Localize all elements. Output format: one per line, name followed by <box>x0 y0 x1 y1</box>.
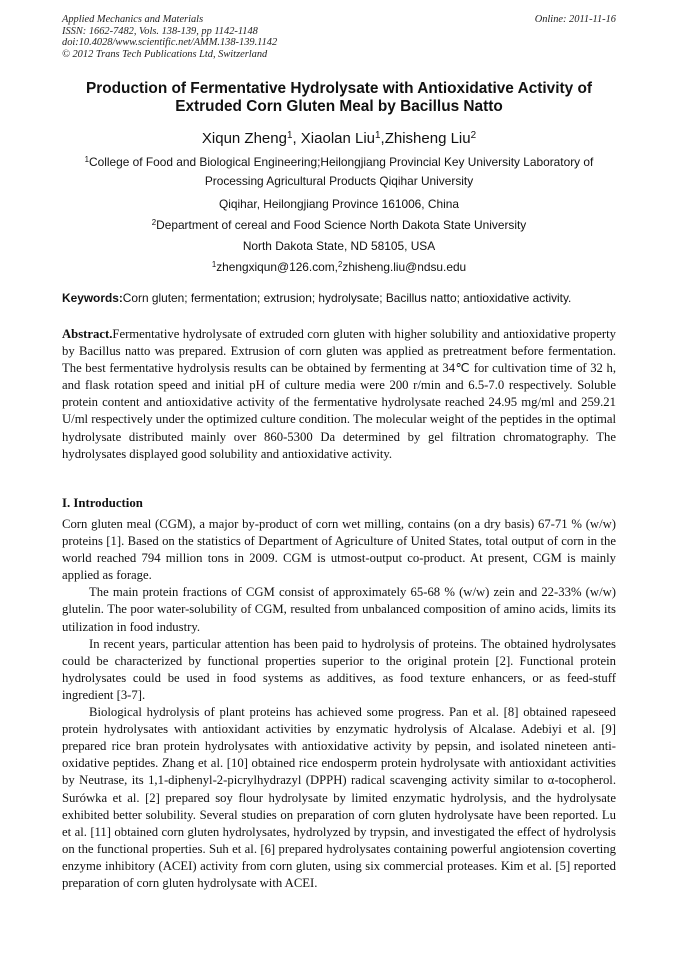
journal-header <box>62 14 616 60</box>
paper-title <box>62 80 616 116</box>
author-1-affil: 1 <box>286 130 293 142</box>
affiliation-2-location: North Dakota State, ND 58105, USA <box>242 239 436 253</box>
keywords-label: Keywords: <box>62 291 123 305</box>
affiliation-2-marker: 2 <box>151 218 157 228</box>
author-emails <box>62 258 616 277</box>
email-1-marker: 1 <box>211 260 217 270</box>
author-2: , Xiaolan Liu <box>292 130 376 147</box>
affiliation-1-marker: 1 <box>84 155 90 165</box>
abstract-text: Fermentative hydrolysate of extruded corn gluten with higher solubility and antioxidative property by Bacillus natto was prepared. Extrusion of corn gluten was applied as pretreatment before fermentation. The best fermentative hydrolysis results can be obtained by fermenting at 34℃ for cultivation time of 32 h, and flask rotation speed and initial pH of culture media were 200 r/min and 6.5-7.0 respectively. Soluble protein content and antioxidative activity of the fermentative hydrolysate reached 24.95 mg/ml and 259.21 U/ml respectively under the optimized culture condition. The molecular weight of the peptides in the optimal hydrolysate distributed mainly over 860-5300 Da determined by gel filtration chromatography. The hydrolysates displayed good solubility and antioxidative activity. <box>62 327 616 461</box>
author-3: ,Zhisheng Liu <box>380 130 471 147</box>
author-1: Xiqun Zheng <box>201 130 287 147</box>
intro-paragraph-2: The main protein fractions of CGM consist of approximately 65-68 % (w/w) zein and 22-33% (w/w) glutelin. The poor water-solubility of CGM, resulted from unbalanced composition of amino acids, limits its utilization in food industry. <box>62 585 616 634</box>
email-2-marker: 2 <box>338 260 343 270</box>
affiliation-1-location: Qiqihar, Heilongjiang Province 161006, China <box>219 197 459 211</box>
abstract-label: Abstract. <box>62 327 113 341</box>
affiliation-1 <box>62 153 616 191</box>
author-list <box>62 130 616 148</box>
journal-name: Applied Mechanics and Materials <box>62 14 204 25</box>
title-line-2: Extruded Corn Gluten Meal by Bacillus Natto <box>175 98 503 115</box>
issn-line: ISSN: 1662-7482, Vols. 138-139, pp 1142-1148 <box>62 25 258 37</box>
title-line-1: Production of Fermentative Hydrolysate with Antioxidative Activity of <box>86 80 592 97</box>
email-2: zhisheng.liu@ndsu.edu <box>342 260 467 274</box>
affiliation-2-line-1: Department of cereal and Food Science North Dakota State University <box>156 218 527 232</box>
intro-paragraph-1: Corn gluten meal (CGM), a major by-product of corn wet milling, contains (on a dry basis) 67-71 % (w/w) proteins [1]. Based on the statistics of Department of Agriculture of United States, total output of corn in the world reached 794 million tons in 2009. CGM is utmost-output co-product. At present, CGM is mainly applied as forage. <box>62 517 616 583</box>
intro-paragraph-4: Biological hydrolysis of plant proteins has achieved some progress. Pan et al. [8] obtained rapeseed protein hydrolysates with antioxidant activities by enzymatic hydrolysis of Alcalase. Adebiyi et al. [9] prepared rice bran protein hydrolysates with antioxidative activity by pepsin, and isolated nineteen anti-oxidative peptides. Zhang et al. [10] obtained rice endosperm protein hydrolysate with antioxidant activities by Neutrase, its 1,1-diphenyl-2-picrylhydrazyl (DPPH) radical scavenging activity similar to α-tocopherol. Surówka et al. [2] prepared soy flour hydrolysate by limited enzymatic hydrolysis, and the hydrolysate exhibited better solubility. Several studies on preparation of corn gluten hydrolysate have been reported. Lu et al. [11] obtained corn gluten hydrolysates, hydrolyzed by trypsin, and investigated the effect of hydrolysis on the functional properties. Suh et al. [6] prepared hydrolysates containing powerful angiotension coverting enzyme inhibitory (ACEI) activity from corn gluten, using six commercial proteases. Kim et al. [5] reported preparation of corn gluten hydrolysate with ACEI. <box>62 705 616 890</box>
email-1: zhengxiqun@126.com, <box>216 260 338 274</box>
doi-line: doi:10.4028/www.scientific.net/AMM.138-139.1142 <box>62 37 278 49</box>
keywords-text: Corn gluten; fermentation; extrusion; hydrolysate; Bacillus natto; antioxidative activity. <box>122 291 572 305</box>
affiliation-1-line-1: College of Food and Biological Engineering;Heilongjiang Provincial Key University Laboratory of <box>89 155 594 169</box>
copyright-line: © 2012 Trans Tech Publications Ltd, Switzerland <box>62 48 268 60</box>
intro-paragraph-3: In recent years, particular attention has been paid to hydrolysis of proteins. The obtained hydrolysates could be characterized by functional properties superior to the original protein [2]. Functional protein hydrolysates could be used in food systems as additives, as food texture enhancers, or as feed-stuff ingredient [3-7]. <box>62 636 616 702</box>
section-heading-introduction: I. Introduction <box>62 496 143 510</box>
affiliation-1-line-2: Processing Agricultural Products Qiqihar University <box>204 174 474 188</box>
author-2-affil: 1 <box>375 130 381 142</box>
author-3-affil: 2 <box>470 130 477 142</box>
keywords <box>62 291 622 306</box>
affiliation-2 <box>62 216 616 235</box>
online-date: Online: 2011-11-16 <box>534 14 616 25</box>
abstract <box>62 326 616 463</box>
introduction-body <box>62 516 616 892</box>
